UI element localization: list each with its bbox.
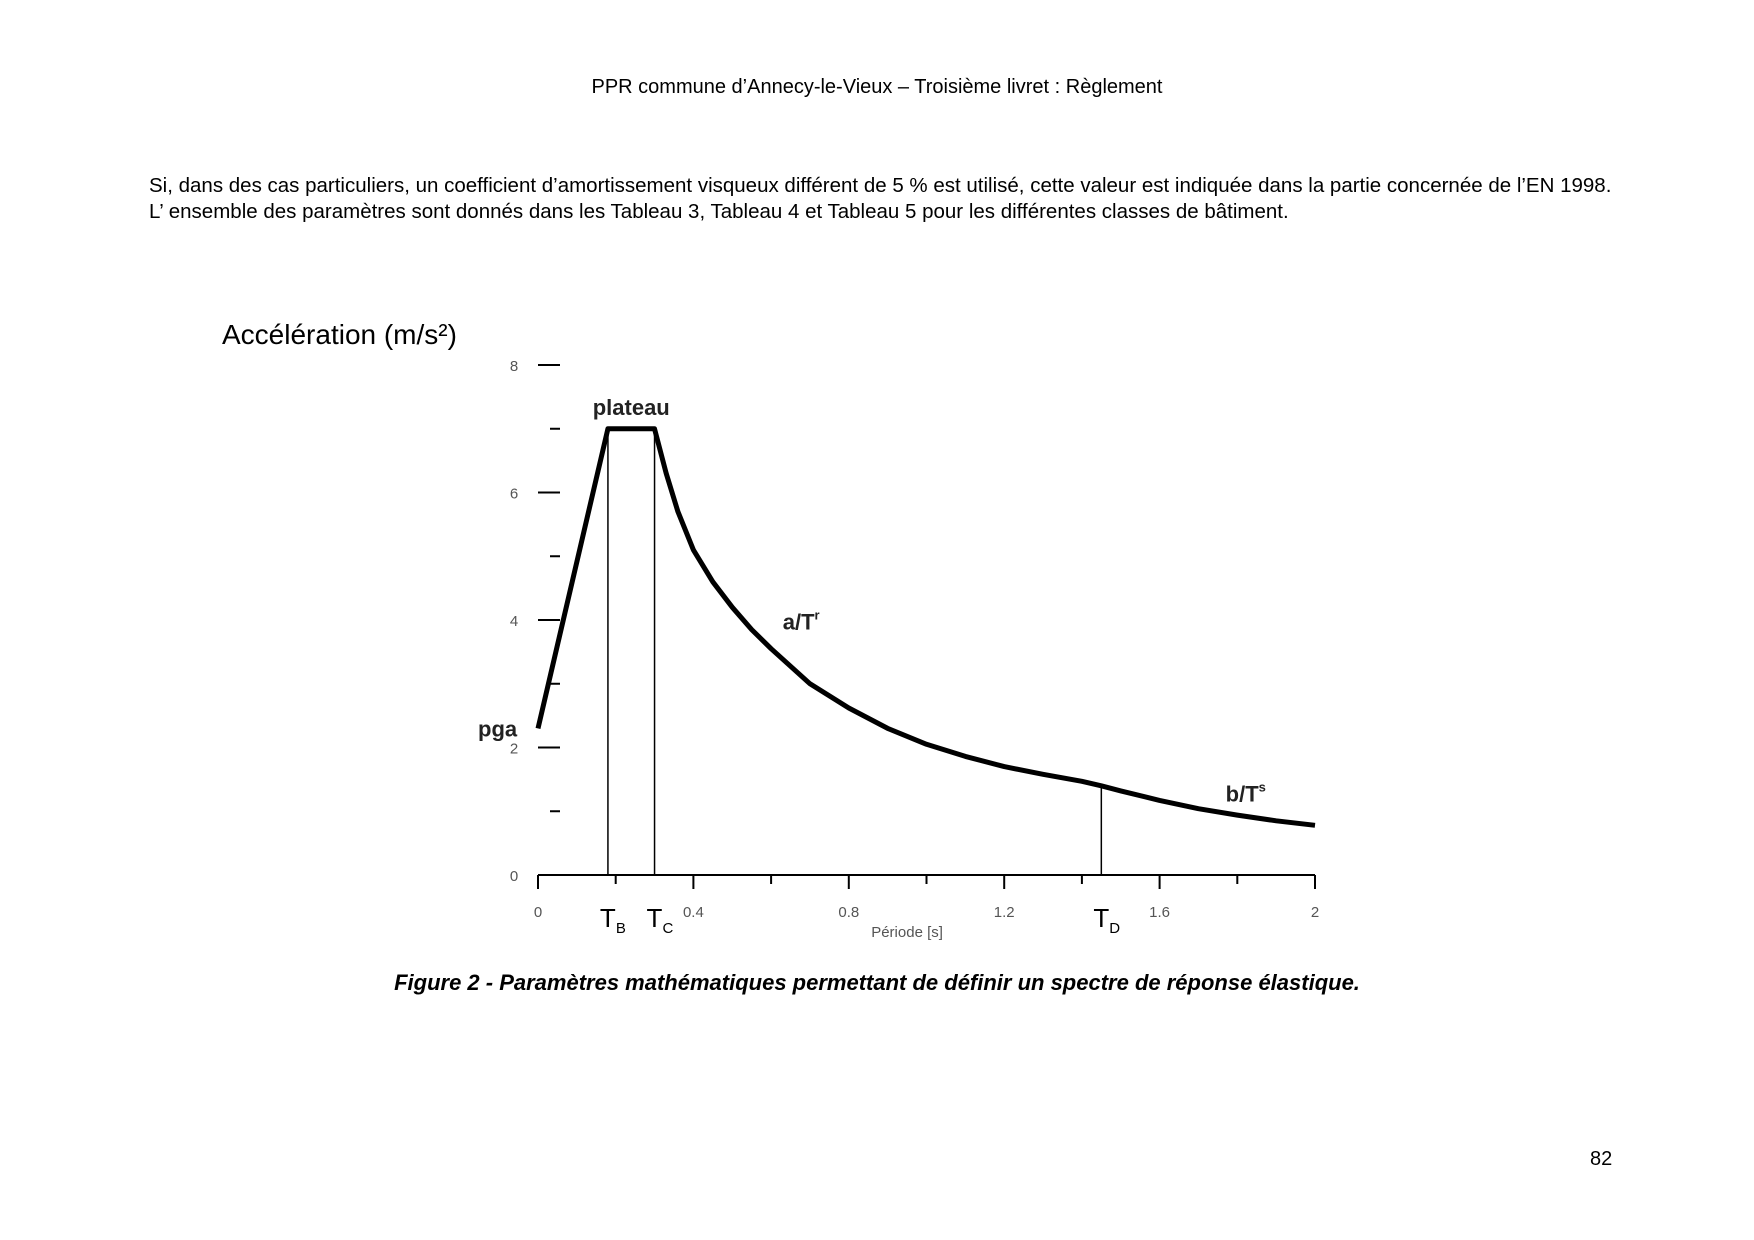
y-axis-title: Accélération (m/s²)	[222, 319, 457, 350]
x-tick-label: 0	[533, 904, 543, 921]
period-marker-label: $T_C$	[646, 903, 674, 937]
x-tick-label: 1.2	[993, 904, 1015, 921]
y-tick-label: 2	[509, 740, 519, 758]
period-marker-subscript: C	[662, 920, 674, 937]
x-tick-label: 0.4	[682, 904, 704, 921]
page-number: 82	[1590, 1148, 1613, 1170]
y-tick-label: 0	[509, 868, 519, 885]
decay-label-b: $b/T^s$	[1225, 779, 1266, 807]
decay-label-a: $a/T^r$	[782, 607, 820, 635]
page-header: PPR commune d’Annecy-le-Vieux – Troisième livret : Règlement	[591, 76, 1163, 98]
y-tick-label: 6	[509, 485, 519, 503]
x-tick-label: 0.8	[838, 904, 860, 921]
paragraph: Si, dans des cas particuliers, un coefficient d’amortissement visqueux différent de 5 % est utilisé, cette valeur est indiquée dans la partie concernée de l’EN 1998.	[149, 174, 1612, 197]
x-tick-label: 2	[1310, 904, 1320, 921]
plateau-label: plateau	[592, 394, 670, 420]
x-tick-label: 1.6	[1149, 904, 1171, 921]
period-marker-subscript: B	[615, 920, 626, 937]
period-marker-label: $T_D$	[1093, 903, 1121, 937]
figure-caption: Figure 2 - Paramètres mathématiques permettant de définir un spectre de réponse élastique.	[394, 970, 1360, 995]
pga-label: pga	[478, 716, 518, 742]
decay-label-exponent: r	[814, 607, 820, 623]
x-axis-label: Période [s]	[871, 924, 943, 941]
period-marker-subscript: D	[1109, 920, 1121, 937]
y-tick-label: 4	[509, 613, 519, 630]
paragraph: L’ ensemble des paramètres sont donnés dans les Tableau 3, Tableau 4 et Tableau 5 pour les différentes classes de bâtiment.	[149, 200, 1289, 223]
y-tick-label: 8	[509, 358, 519, 375]
period-marker-label: $T_B$	[599, 903, 626, 937]
decay-label-exponent: s	[1258, 779, 1266, 795]
